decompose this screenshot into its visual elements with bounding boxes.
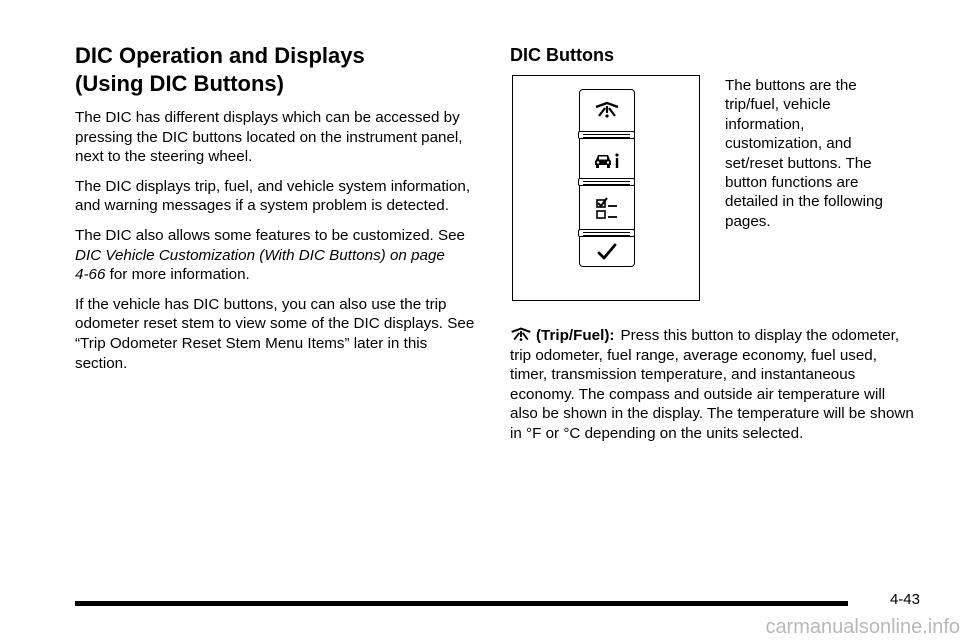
section-title-line-2: (Using DIC Buttons) bbox=[75, 71, 284, 96]
dic-button-panel bbox=[579, 89, 635, 267]
footer-rule bbox=[75, 601, 848, 606]
customization-text-end: for more information. bbox=[105, 266, 250, 284]
customization-icon bbox=[594, 197, 620, 221]
customization-paragraph bbox=[75, 226, 475, 285]
trip-fuel-label: (Trip/Fuel): bbox=[536, 327, 615, 344]
button-separator bbox=[578, 229, 635, 237]
left-column bbox=[75, 42, 475, 383]
trip-fuel-text: Press this button to display the odometer, trip odometer, fuel range, average economy, fuel used, timer, transmission temperature, and instantaneous economy. The compass and outside air temperature will also be shown in the display. The temperature will be shown in °F or °C depending on the units selected. bbox=[510, 327, 914, 442]
dic-buttons-heading: DIC Buttons bbox=[510, 45, 614, 65]
set-reset-checkmark-icon bbox=[595, 242, 619, 262]
figure-caption: The buttons are the trip/fuel, vehicle information, customization, and set/reset buttons. The button functions are detailed in the following pages. bbox=[725, 77, 883, 230]
section-title-line-1: DIC Operation and Displays bbox=[75, 43, 365, 68]
section-title bbox=[75, 42, 475, 98]
trip-fuel-icon bbox=[594, 100, 620, 120]
customization-text: The DIC also allows some features to be customized. See bbox=[75, 226, 465, 244]
button-separator bbox=[578, 131, 635, 139]
page-reference[interactable]: on page 4‑66 bbox=[75, 246, 445, 284]
trip-stem-paragraph: If the vehicle has DIC buttons, you can also use the trip odometer reset stem to view some of the DIC displays. See “Trip Odometer Reset Stem Menu Items” later in this section. bbox=[75, 295, 475, 372]
vehicle-information-icon bbox=[593, 151, 621, 169]
watermark: carmanualsonline.info bbox=[765, 616, 960, 638]
page-number: 4-43 bbox=[889, 591, 920, 608]
trip-fuel-description bbox=[510, 326, 915, 444]
dic-buttons-illustration bbox=[512, 75, 700, 301]
intro-paragraph: The DIC has different displays which can be accessed by pressing the DIC buttons located on the instrument panel, next to the steering wheel. bbox=[75, 109, 463, 166]
trip-fuel-icon bbox=[510, 326, 532, 343]
customization-cross-reference-link[interactable]: DIC Vehicle Customization (With DIC Buttons) bbox=[75, 246, 386, 264]
right-column bbox=[510, 44, 910, 66]
displays-paragraph: The DIC displays trip, fuel, and vehicle system information, and warning messages if a system problem is detected. bbox=[75, 177, 471, 215]
button-separator bbox=[578, 178, 635, 186]
